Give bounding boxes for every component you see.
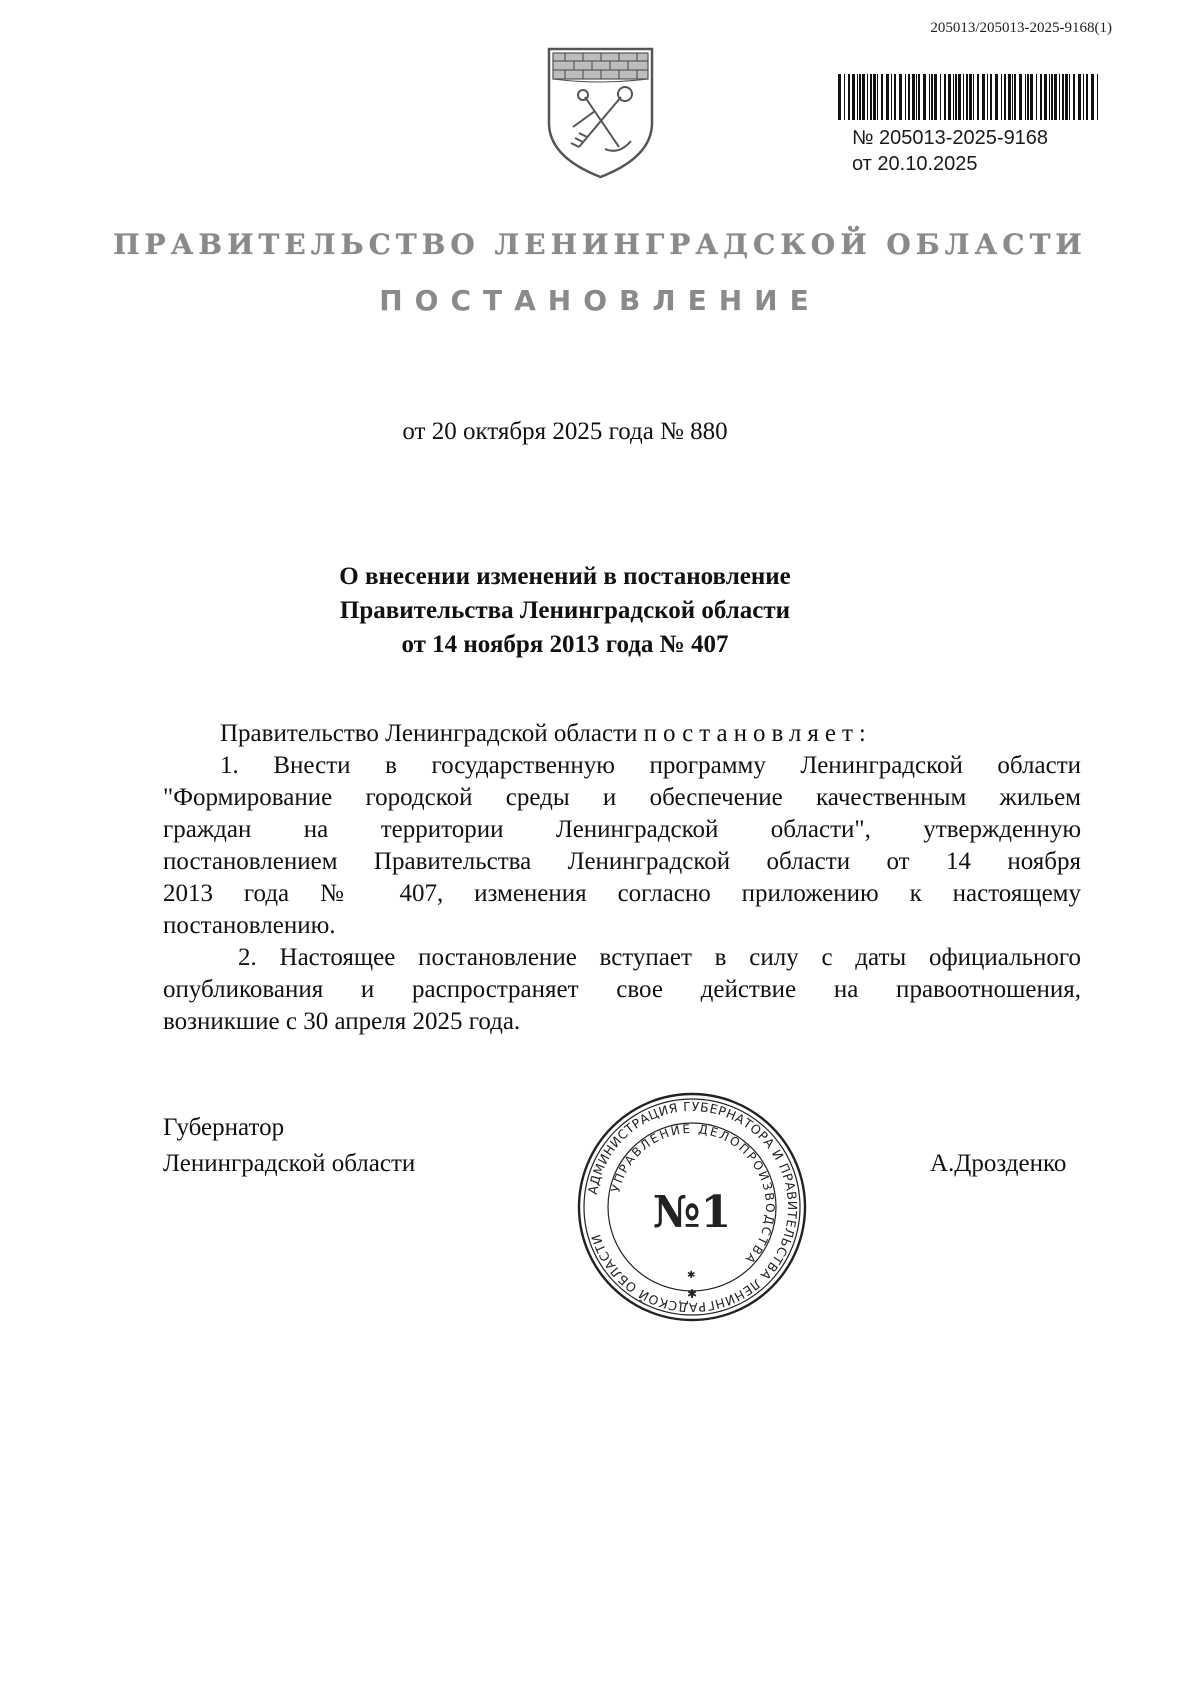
subject-line: О внесении изменений в постановление (339, 563, 791, 590)
preamble-text: Правительство Ленинградской области (220, 720, 644, 747)
official-stamp-icon (575, 1090, 809, 1324)
decree-date: от 20 октября 2025 года № 880 (402, 418, 728, 445)
item-1-line: граждан на территории Ленинградской области", утвержденную (163, 816, 1081, 843)
coat-of-arms-icon (543, 45, 658, 180)
subject-line: Правительства Ленинградской области (339, 597, 791, 624)
decree-body (163, 718, 1081, 1038)
svg-text:✱: ✱ (687, 1287, 698, 1301)
decree-subject (0, 560, 1130, 662)
item-2-line: опубликования и распространяет свое действие на правоотношения, (163, 976, 1081, 1003)
svg-text:✱: ✱ (687, 1270, 696, 1281)
preamble (163, 718, 1081, 750)
signatory-name: А.Дрозденко (930, 1150, 1067, 1177)
item-2-line: 2. Настоящее постановление вступает в силу с даты официального (238, 944, 1081, 971)
decree-heading: ПОСТАНОВЛЕНИЕ (379, 284, 821, 317)
item-2-line: возникшие с 30 апреля 2025 года. (163, 1008, 521, 1035)
signatory-position (163, 1110, 415, 1182)
registration-date: от 20.10.2025 (852, 153, 978, 175)
barcode-icon (838, 74, 1100, 120)
document-id: 205013/205013-2025-9168(1) (930, 20, 1112, 36)
preamble-verb: постановляет: (643, 720, 872, 747)
position-line: Губернатор (163, 1114, 285, 1141)
subject-line: от 14 ноября 2013 года № 407 (401, 631, 729, 658)
government-title: ПРАВИТЕЛЬСТВО ЛЕНИНГРАДСКОЙ ОБЛАСТИ (113, 228, 1087, 261)
svg-text:АДМИНИСТРАЦИЯ ГУБЕРНАТОРА И ПР: АДМИНИСТРАЦИЯ ГУБЕРНАТОРА И ПРАВИТЕЛЬСТВА ЛЕНИНГРАДСКОЙ ОБЛАСТИ (584, 1098, 801, 1316)
position-line: Ленинградской области (163, 1150, 416, 1177)
svg-text:№1: №1 (652, 1187, 732, 1238)
item-1-line: "Формирование городской среды и обеспечение качественным жильем (163, 784, 1081, 811)
item-1-line: 2013 года № 407, изменения согласно приложению к настоящему (163, 880, 1081, 907)
item-1-line: 1. Внести в государственную программу Ленинградской области (220, 752, 1081, 779)
svg-text:УПРАВЛЕНИЕ ДЕЛОПРОИЗВОДСТВА: УПРАВЛЕНИЕ ДЕЛОПРОИЗВОДСТВА (608, 1121, 778, 1268)
item-1-line: постановлению. (163, 912, 336, 939)
item-1-line: постановлением Правительства Ленинградской области от 14 ноября (163, 848, 1081, 875)
registration-number: № 205013-2025-9168 (852, 127, 1049, 149)
